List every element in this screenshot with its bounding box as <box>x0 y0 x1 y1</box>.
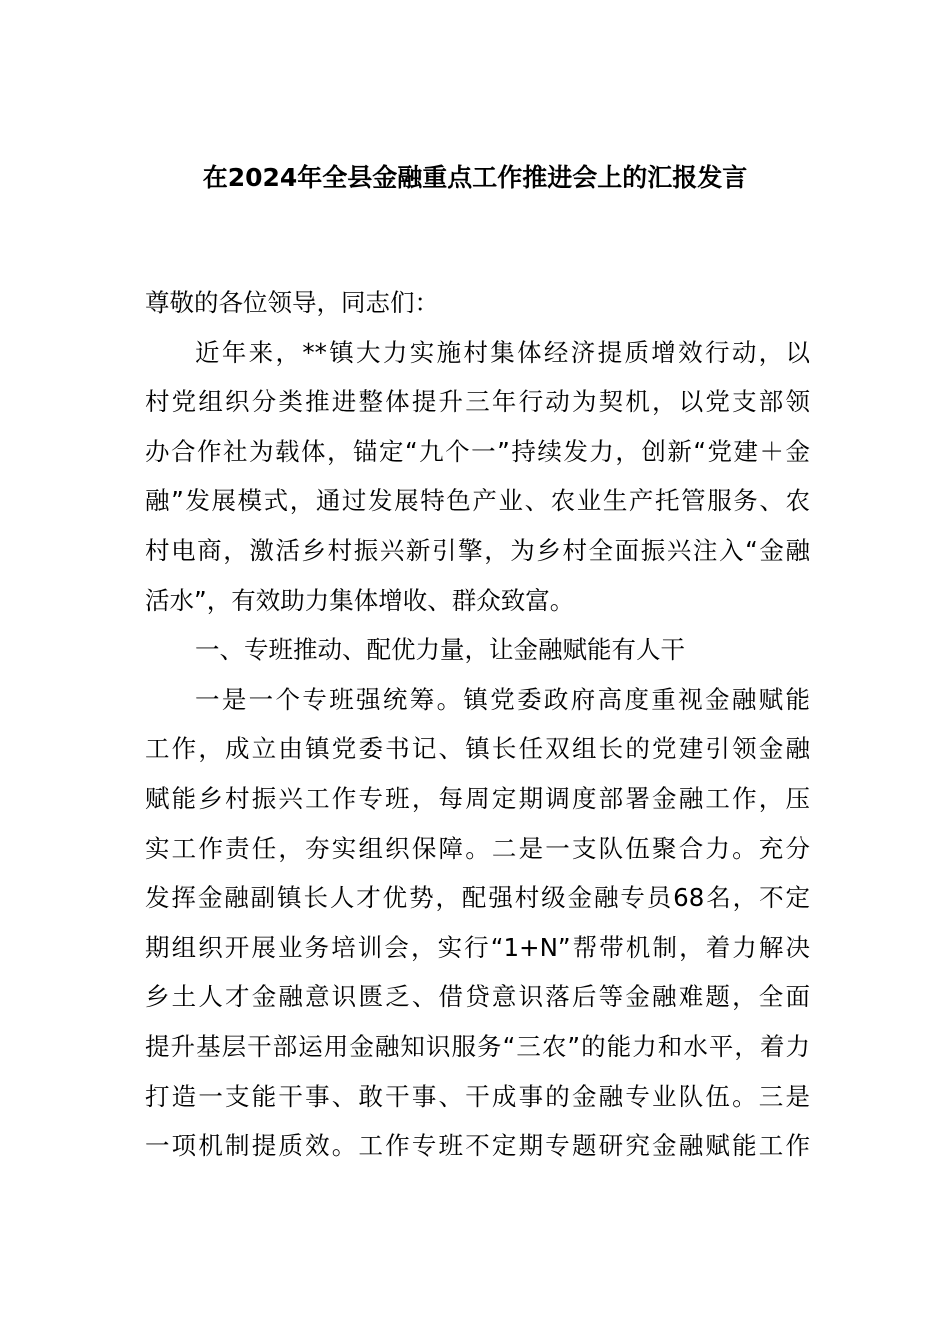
text-line: 融”发展模式，通过发展特色产业、农业生产托管服务、农 <box>145 486 810 516</box>
text-line: 一项机制提质效。工作专班不定期专题研究金融赋能工作 <box>145 1131 810 1161</box>
document-title: 在2024年全县金融重点工作推进会上的汇报发言 <box>202 163 748 192</box>
text-line: 发挥金融副镇长人才优势，配强村级金融专员68名，不定 <box>145 883 810 913</box>
text-line: 尊敬的各位领导，同志们： <box>145 288 439 317</box>
text-line: 打造一支能干事、敢干事、干成事的金融专业队伍。三是 <box>145 1081 810 1111</box>
text-line: 工作，成立由镇党委书记、镇长任双组长的党建引领金融 <box>145 734 810 764</box>
text-line: 村电商，激活乡村振兴新引擎，为乡村全面振兴注入“金融 <box>145 535 810 565</box>
text-line: 提升基层干部运用金融知识服务“三农”的能力和水平，着力 <box>145 1031 810 1061</box>
text-line: 办合作社为载体，锚定“九个一”持续发力，创新“党建＋金 <box>145 436 810 466</box>
text-line: 赋能乡村振兴工作专班，每周定期调度部署金融工作，压 <box>145 783 810 813</box>
text-line: 期组织开展业务培训会，实行“1+N”帮带机制，着力解决 <box>145 932 810 962</box>
text-line: 一是一个专班强统筹。镇党委政府高度重视金融赋能 <box>195 684 810 714</box>
text-line: 乡土人才金融意识匮乏、借贷意识落后等金融难题，全面 <box>145 982 810 1012</box>
text-line: 实工作责任，夯实组织保障。二是一支队伍聚合力。充分 <box>145 833 810 863</box>
text-line: 近年来，**镇大力实施村集体经济提质增效行动，以 <box>195 337 810 367</box>
text-line: 活水”，有效助力集体增收、群众致富。 <box>145 585 575 615</box>
text-line: 村党组织分类推进整体提升三年行动为契机，以党支部领 <box>145 387 810 417</box>
text-line: 一、专班推动、配优力量，让金融赋能有人干 <box>195 635 685 665</box>
document-body <box>145 278 810 1171</box>
